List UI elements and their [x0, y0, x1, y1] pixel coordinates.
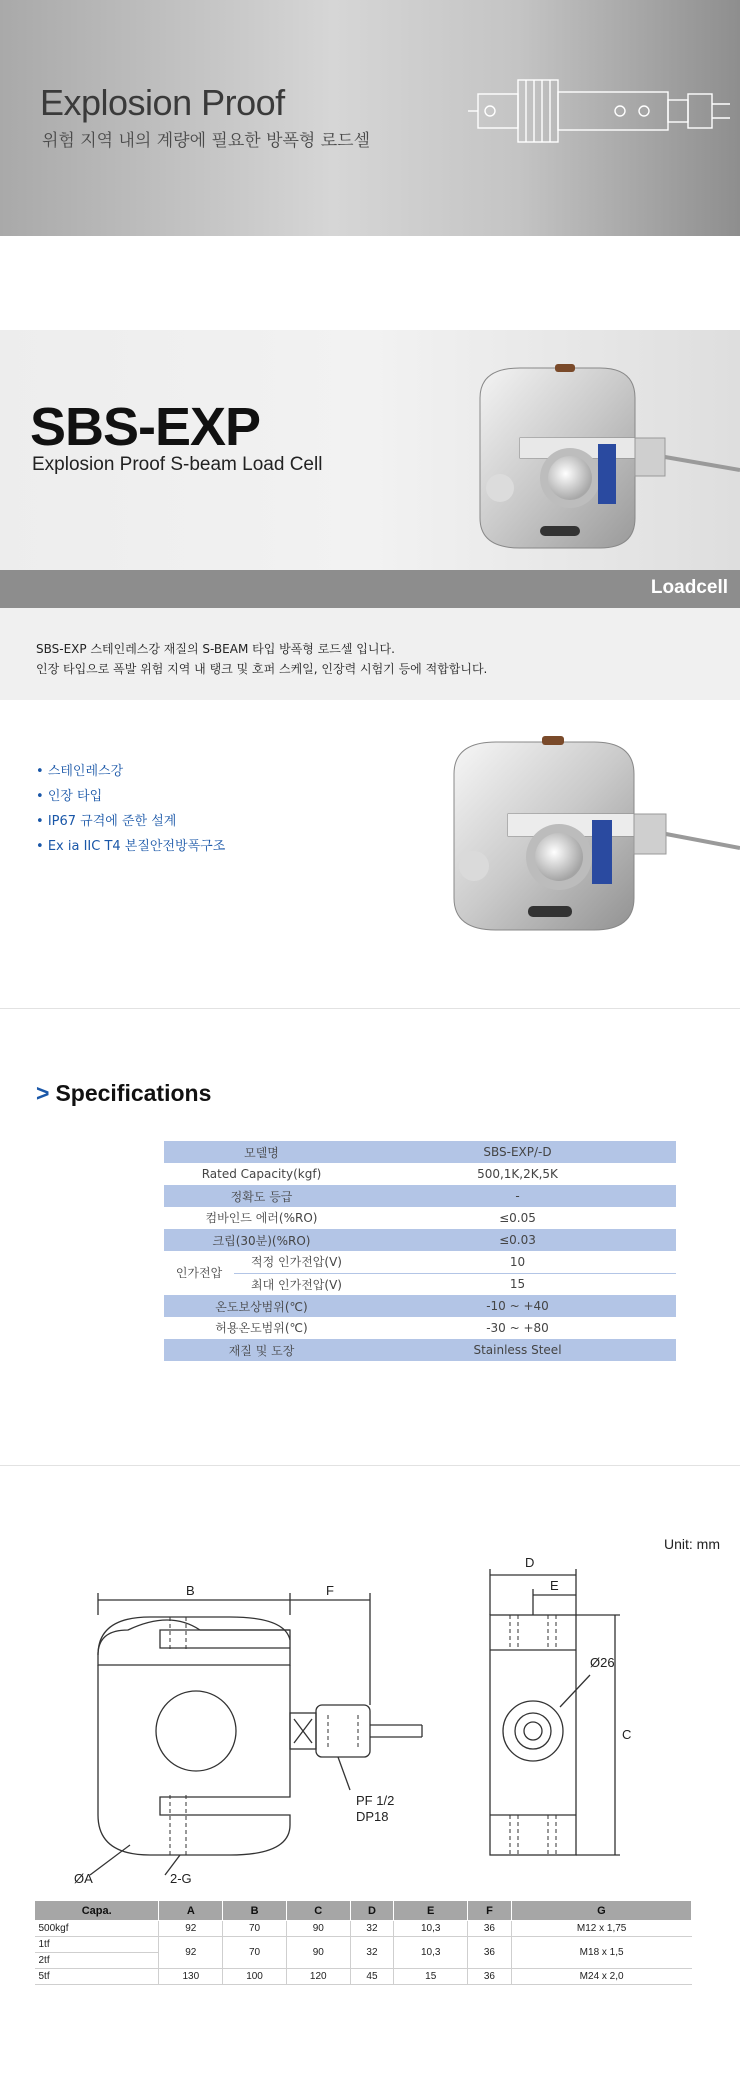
- spec-value: Stainless Steel: [359, 1339, 676, 1361]
- dim-label-b: B: [186, 1583, 195, 1598]
- table-cell: 32: [350, 1937, 394, 1969]
- feature-item: • IP67 규격에 준한 설계: [36, 810, 225, 829]
- specifications-heading: > Specifications: [36, 1080, 212, 1106]
- product-header: [0, 330, 740, 570]
- spec-value: 10: [359, 1251, 676, 1273]
- table-cell: 10,3: [394, 1937, 468, 1969]
- feature-item: • Ex ia IIC T4 본질안전방폭구조: [36, 835, 225, 854]
- table-cell: 130: [159, 1969, 223, 1985]
- loadcell-outline-illustration: [468, 70, 730, 150]
- table-cell: M12 x 1,75: [511, 1921, 691, 1937]
- table-cell: 90: [286, 1921, 350, 1937]
- spec-label: 적정 인가전압(V): [234, 1251, 359, 1273]
- spec-group-label: 인가전압: [164, 1251, 234, 1295]
- spec-label: 온도보상범위(℃): [164, 1295, 359, 1317]
- table-cell: 5tf: [35, 1969, 159, 1985]
- specifications-table: [164, 1141, 676, 1361]
- dim-label-diam-a: ØA: [74, 1871, 93, 1886]
- dim-label-diam26: Ø26: [590, 1655, 615, 1670]
- dimensions-table: [34, 1900, 692, 1985]
- heading-arrow-icon: >: [36, 1080, 50, 1106]
- unit-label: Unit: mm: [664, 1536, 720, 1552]
- table-cell: 500kgf: [35, 1921, 159, 1937]
- dim-label-f: F: [326, 1583, 334, 1598]
- table-cell: 45: [350, 1969, 394, 1985]
- dim-label-e: E: [550, 1578, 559, 1593]
- dims-header: C: [286, 1901, 350, 1921]
- spec-value: ≤0.05: [359, 1207, 676, 1229]
- table-cell: 120: [286, 1969, 350, 1985]
- table-cell: 15: [394, 1969, 468, 1985]
- spec-label: 허용온도범위(℃): [164, 1317, 359, 1339]
- section-divider: [0, 1465, 740, 1466]
- spec-label: Rated Capacity(kgf): [164, 1163, 359, 1185]
- table-cell: 1tf: [35, 1937, 159, 1953]
- table-row: [35, 1921, 692, 1937]
- spec-label: 크립(30분)(%RO): [164, 1229, 359, 1251]
- table-cell: 100: [223, 1969, 287, 1985]
- dims-header: A: [159, 1901, 223, 1921]
- dims-header: D: [350, 1901, 394, 1921]
- spec-label: 컴바인드 에러(%RO): [164, 1207, 359, 1229]
- dims-header: Capa.: [35, 1901, 159, 1921]
- hero-banner: [0, 0, 740, 236]
- spec-value: 500,1K,2K,5K: [359, 1163, 676, 1185]
- intro-section: [0, 608, 740, 700]
- table-cell: 36: [468, 1969, 512, 1985]
- category-label: Loadcell: [650, 577, 728, 598]
- dim-label-d: D: [525, 1555, 535, 1570]
- spec-value: -10 ~ +40: [359, 1295, 676, 1317]
- dim-label-dp: DP18: [356, 1809, 389, 1824]
- loadcell-photo: [460, 358, 740, 558]
- spec-value: -30 ~ +80: [359, 1317, 676, 1339]
- category-bar: [0, 570, 740, 608]
- spec-label: 최대 인가전압(V): [234, 1273, 359, 1295]
- table-cell: 10,3: [394, 1921, 468, 1937]
- loadcell-photo-large: [444, 730, 740, 940]
- dimension-drawing: [70, 1545, 670, 1890]
- table-cell: 92: [159, 1921, 223, 1937]
- intro-line: 인장 타입으로 폭발 위험 지역 내 탱크 및 호퍼 스케일, 인장력 시험기 등에 적합합니다.: [36, 662, 488, 676]
- dims-header: E: [394, 1901, 468, 1921]
- section-divider: [0, 1008, 740, 1009]
- hero-subtitle: 위험 지역 내의 계량에 필요한 방폭형 로드셀: [42, 131, 371, 151]
- table-cell: 36: [468, 1921, 512, 1937]
- table-row: [35, 1969, 692, 1985]
- dims-header: B: [223, 1901, 287, 1921]
- table-cell: 2tf: [35, 1953, 159, 1969]
- table-cell: M18 x 1,5: [511, 1937, 691, 1969]
- spec-value: ≤0.03: [359, 1229, 676, 1251]
- feature-list: [36, 760, 225, 860]
- table-cell: 92: [159, 1937, 223, 1969]
- spec-label: 재질 및 도장: [164, 1339, 359, 1361]
- hero-title: Explosion Proof: [40, 82, 285, 123]
- table-cell: 32: [350, 1921, 394, 1937]
- table-cell: M24 x 2,0: [511, 1969, 691, 1985]
- spec-value: SBS-EXP/-D: [359, 1141, 676, 1163]
- product-subtitle: Explosion Proof S-beam Load Cell: [32, 454, 323, 475]
- dim-label-c: C: [622, 1727, 632, 1742]
- feature-item: • 인장 타입: [36, 785, 225, 804]
- feature-item: • 스테인레스강: [36, 760, 225, 779]
- dim-label-g: 2-G: [170, 1871, 192, 1886]
- product-model: SBS-EXP: [30, 397, 261, 457]
- intro-line: SBS-EXP 스테인레스강 재질의 S-BEAM 타입 방폭형 로드셀 입니다.: [36, 642, 395, 656]
- table-cell: 90: [286, 1937, 350, 1969]
- table-cell: 70: [223, 1921, 287, 1937]
- spec-value: 15: [359, 1273, 676, 1295]
- dim-label-pf: PF 1/2: [356, 1793, 395, 1808]
- dims-header: G: [511, 1901, 691, 1921]
- table-row: [35, 1937, 692, 1953]
- table-cell: 70: [223, 1937, 287, 1969]
- spec-value: -: [359, 1185, 676, 1207]
- dims-header: F: [468, 1901, 512, 1921]
- spec-label: 정확도 등급: [164, 1185, 359, 1207]
- spec-label: 모델명: [164, 1141, 359, 1163]
- table-cell: 36: [468, 1937, 512, 1969]
